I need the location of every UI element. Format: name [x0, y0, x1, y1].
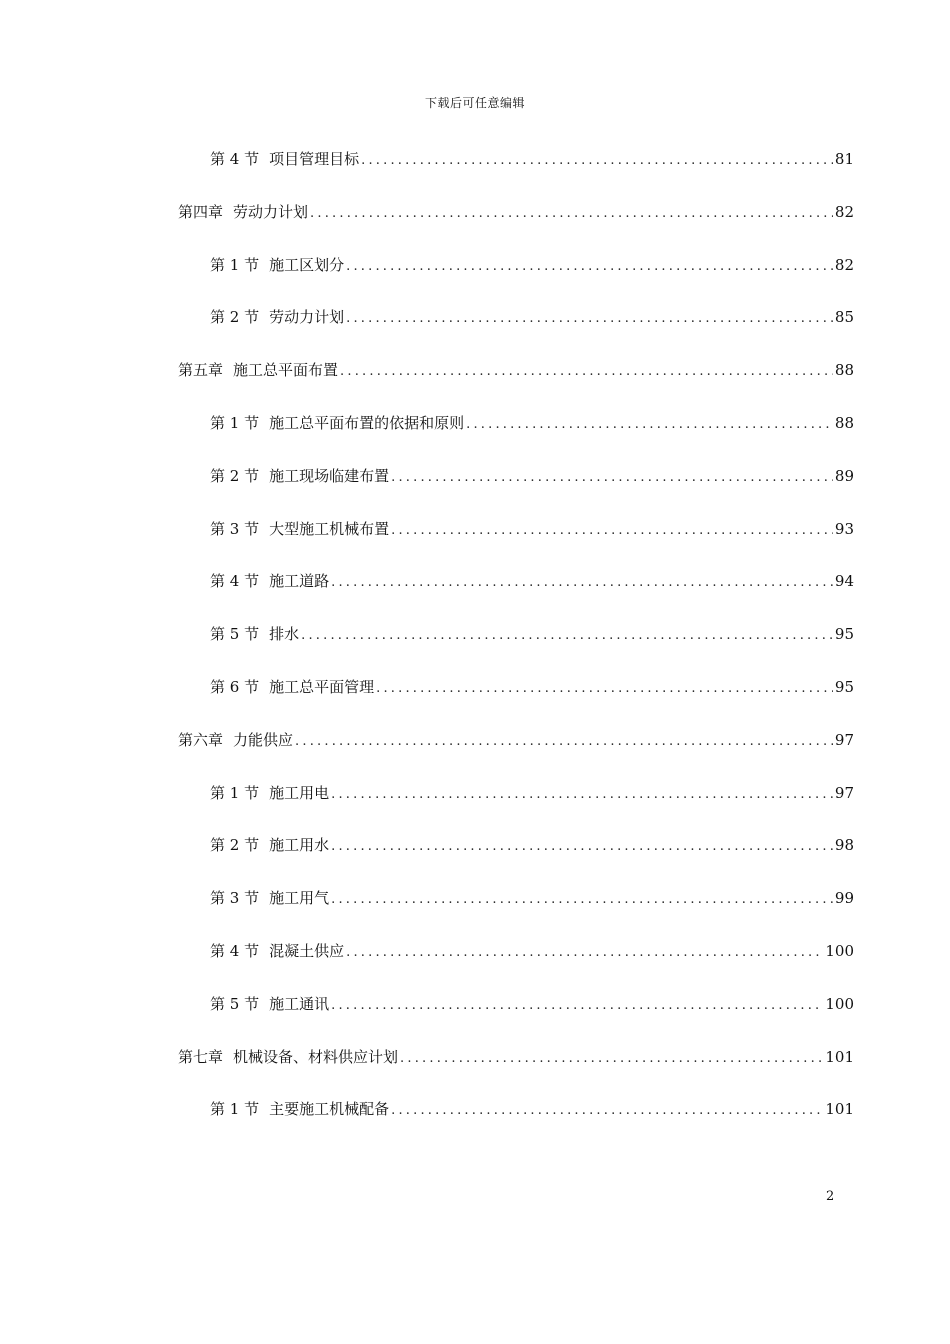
toc-entry-page: 101	[825, 1047, 854, 1066]
toc-entry-number: 第六章	[178, 730, 224, 749]
toc-entry-number: 第 2 节	[210, 466, 260, 485]
toc-entry-title: 施工区划分	[269, 255, 345, 274]
toc-section-entry[interactable]	[210, 518, 854, 542]
toc-dot-leader	[391, 523, 833, 538]
toc-entry-number: 第 6 节	[210, 678, 260, 696]
toc-dot-leader	[340, 364, 833, 379]
toc-entry-title: 混凝土供应	[269, 942, 345, 960]
toc-entry-title: 施工通讯	[269, 994, 330, 1013]
toc-dot-leader	[466, 417, 833, 432]
toc-section-entry[interactable]	[210, 887, 854, 911]
toc-entry-page: 93	[834, 519, 854, 538]
toc-entry-title: 大型施工机械布置	[269, 519, 390, 538]
toc-entry-number: 第 3 节	[210, 889, 260, 908]
toc-entry-number: 第 1 节	[210, 1100, 260, 1119]
toc-entry-title: 施工总平面布置的依据和原则	[269, 414, 465, 432]
toc-entry-page: 100	[825, 994, 854, 1013]
toc-entry-title: 施工总平面管理	[269, 678, 375, 696]
toc-section-entry[interactable]	[210, 940, 854, 964]
toc-entry-title: 劳动力计划	[233, 202, 309, 221]
toc-entry-page: 82	[834, 202, 854, 221]
page-number: 2	[826, 1189, 835, 1204]
toc-entry-page: 95	[834, 678, 854, 696]
toc-section-entry[interactable]	[210, 412, 854, 436]
toc-entry-number: 第五章	[178, 361, 224, 380]
toc-entry-page: 88	[834, 361, 854, 380]
toc-section-entry[interactable]	[210, 623, 854, 647]
toc-entry-page: 85	[834, 308, 854, 327]
toc-entry-page: 97	[834, 730, 854, 749]
toc-section-entry[interactable]	[210, 993, 854, 1017]
toc-entry-page: 101	[825, 1100, 854, 1119]
toc-dot-leader	[331, 892, 833, 907]
toc-entry-page: 82	[834, 255, 854, 274]
toc-entry-number: 第 4 节	[210, 942, 260, 960]
toc-entry-title: 主要施工机械配备	[269, 1100, 390, 1119]
toc-entry-title: 施工用电	[269, 783, 330, 802]
toc-entry-title: 排水	[269, 625, 300, 644]
toc-dot-leader	[361, 153, 833, 168]
toc-entry-number: 第 1 节	[210, 414, 260, 432]
toc-dot-leader	[331, 787, 833, 802]
toc-dot-leader	[400, 1051, 823, 1066]
toc-entry-number: 第 2 节	[210, 836, 260, 855]
toc-entry-page: 95	[834, 625, 854, 644]
toc-entry-number: 第 5 节	[210, 625, 260, 644]
toc-entry-number: 第 3 节	[210, 519, 260, 538]
toc-dot-leader	[346, 945, 823, 960]
toc-section-entry[interactable]	[210, 306, 854, 330]
toc-dot-leader	[310, 206, 833, 221]
toc-entry-page: 97	[834, 783, 854, 802]
toc-entry-number: 第 4 节	[210, 150, 260, 168]
toc-entry-page: 100	[825, 942, 854, 960]
toc-chapter-entry[interactable]	[178, 1046, 854, 1070]
toc-chapter-entry[interactable]	[178, 201, 854, 225]
toc-dot-leader	[346, 311, 833, 326]
toc-dot-leader	[331, 575, 833, 590]
toc-entry-title: 项目管理目标	[269, 150, 360, 168]
toc-section-entry[interactable]	[210, 254, 854, 278]
toc-section-entry[interactable]	[210, 148, 854, 172]
toc-entry-number: 第七章	[178, 1047, 224, 1066]
toc-dot-leader	[346, 259, 833, 274]
toc-entry-number: 第 5 节	[210, 994, 260, 1013]
toc-entry-page: 99	[834, 889, 854, 908]
toc-entry-number: 第 1 节	[210, 255, 260, 274]
toc-entry-title: 施工道路	[269, 572, 330, 591]
toc-dot-leader	[391, 1103, 823, 1118]
toc-dot-leader	[331, 998, 823, 1013]
page-header: 下载后可任意编辑	[424, 96, 525, 110]
toc-entry-number: 第四章	[178, 202, 224, 221]
toc-entry-page: 98	[834, 836, 854, 855]
toc-dot-leader	[295, 734, 833, 749]
toc-dot-leader	[331, 839, 833, 854]
toc-entry-page: 94	[834, 572, 854, 591]
toc-section-entry[interactable]	[210, 465, 854, 489]
toc-entry-title: 施工现场临建布置	[269, 466, 390, 485]
toc-entry-page: 81	[834, 150, 854, 168]
toc-dot-leader	[376, 681, 833, 696]
toc-entry-title: 施工总平面布置	[233, 361, 339, 380]
toc-entry-number: 第 2 节	[210, 308, 260, 327]
toc-entry-title: 施工用气	[269, 889, 330, 908]
toc-section-entry[interactable]	[210, 782, 854, 806]
toc-entry-number: 第 4 节	[210, 572, 260, 591]
toc-section-entry[interactable]	[210, 676, 854, 700]
toc-entry-title: 机械设备、材料供应计划	[233, 1047, 399, 1066]
toc-chapter-entry[interactable]	[178, 359, 854, 383]
toc-entry-page: 89	[834, 466, 854, 485]
toc-section-entry[interactable]	[210, 1098, 854, 1122]
toc-entry-number: 第 1 节	[210, 783, 260, 802]
toc-chapter-entry[interactable]	[178, 729, 854, 753]
toc-entry-title: 施工用水	[269, 836, 330, 855]
toc-entry-title: 劳动力计划	[269, 308, 345, 327]
toc-dot-leader	[301, 628, 833, 643]
toc-entry-page: 88	[834, 414, 854, 432]
toc-section-entry[interactable]	[210, 834, 854, 858]
toc-entry-title: 力能供应	[233, 730, 294, 749]
toc-section-entry[interactable]	[210, 570, 854, 594]
toc-dot-leader	[391, 470, 833, 485]
